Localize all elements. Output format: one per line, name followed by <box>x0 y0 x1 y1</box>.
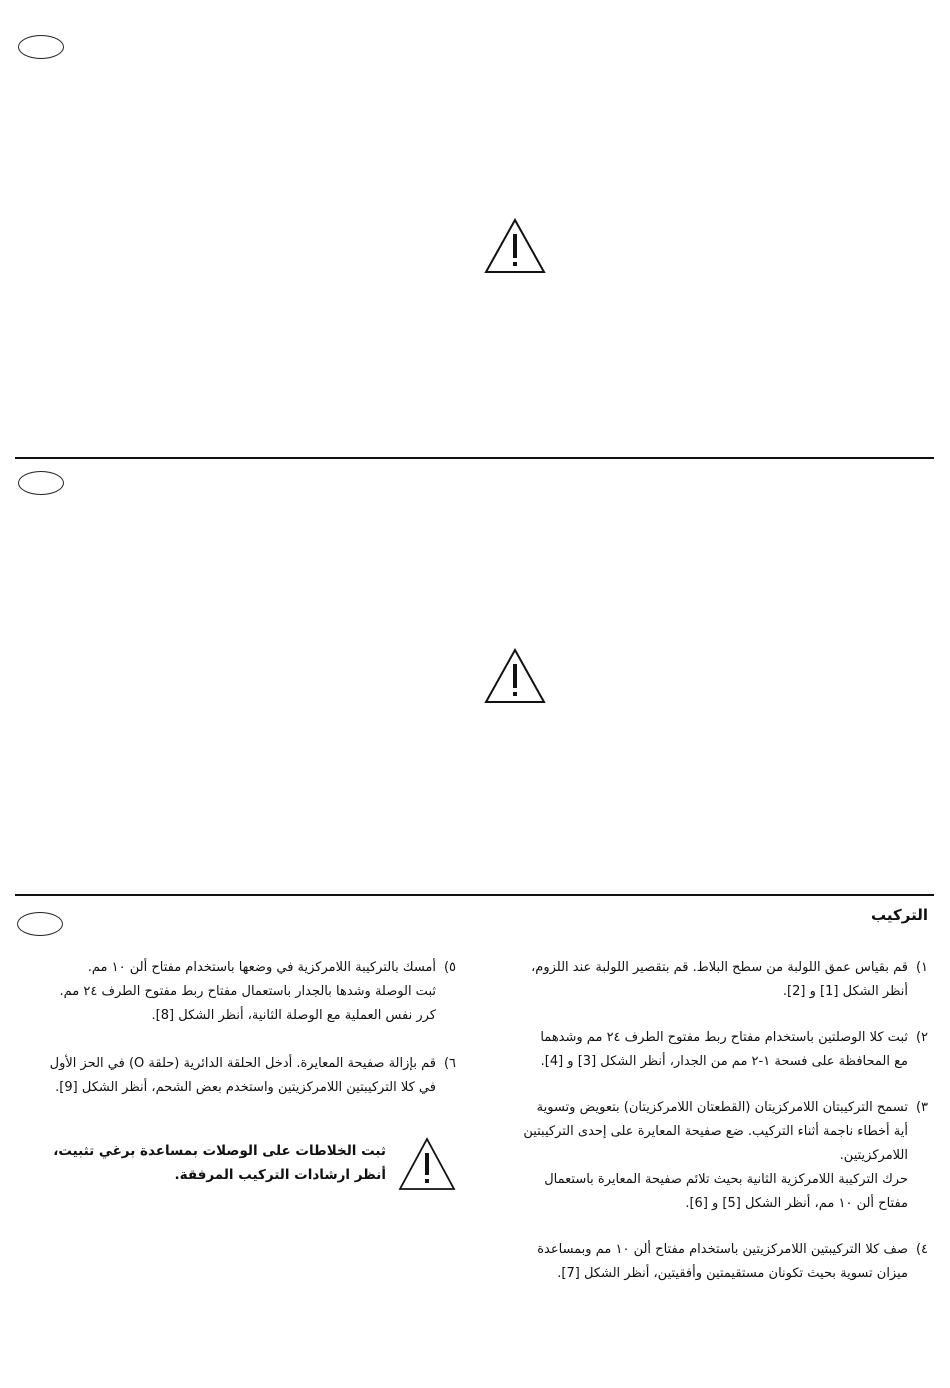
step-text-line: مفتاح ألن ١٠ مم، أنظر الشكل [5] و [6]. <box>685 1196 908 1211</box>
steps-column-right <box>485 956 928 1308</box>
warning-note-text <box>12 1139 386 1187</box>
step-text-line: في كلا التركيبتين اللامركزيتين واستخدم بعض الشحم، أنظر الشكل [9]. <box>55 1080 436 1095</box>
step-text-line: أية أخطاء ناجمة أثناء التركيب. ضع صفيحة المعايرة على إحدى التركيبتين <box>523 1124 908 1139</box>
warning-triangle-icon <box>484 648 546 704</box>
step-item <box>12 1052 456 1100</box>
step-text-line: حرك التركيبة اللامركزية الثانية بحيث تلائم صفيحة المعايرة باستعمال <box>544 1172 908 1187</box>
step-text-line: صف كلا التركيبتين اللامركزيتين باستخدام مفتاح ألن ١٠ مم وبمساعدة <box>537 1242 908 1257</box>
step-number: ٣) <box>915 1100 928 1115</box>
section-divider-1 <box>15 457 934 459</box>
step-number: ٥) <box>443 960 456 975</box>
language-badge-oval-1 <box>18 35 64 59</box>
warning-note-line: أنظر ارشادات التركيب المرفقة. <box>174 1167 386 1183</box>
step-text-line: ميزان تسوية بحيث تكونان مستقيمتين وأفقيتين، أنظر الشكل [7]. <box>557 1266 908 1281</box>
warning-note-line: ثبت الخلاطات على الوصلات بمساعدة برغي تثبيت، <box>53 1143 386 1159</box>
step-text-line: قم بإزالة صفيحة المعايرة. أدخل الحلقة الدائرية (حلقة O) في الحز الأول <box>49 1056 436 1071</box>
language-badge-oval-3 <box>17 912 63 936</box>
section-title: التركيب <box>871 906 928 924</box>
step-item <box>485 1238 928 1286</box>
step-text-line: قم بقياس عمق اللولبة من سطح البلاط. قم بتقصير اللولبة عند اللزوم، <box>531 960 908 975</box>
step-text-line: تسمح التركيبتان اللامركزيتان (القطعتان اللامركزيتان) بتعويض وتسوية <box>536 1100 908 1115</box>
steps-column-left <box>12 956 456 1122</box>
step-text-line: ثبت كلا الوصلتين باستخدام مفتاح ربط مفتوح الطرف ٢٤ مم وشدهما <box>540 1030 908 1045</box>
warning-note <box>12 1137 456 1195</box>
step-number: ٤) <box>915 1242 928 1257</box>
step-text-line: أمسك بالتركيبة اللامركزية في وضعها باستخدام مفتاح ألن ١٠ مم. <box>87 960 436 975</box>
language-badge-oval-2 <box>18 471 64 495</box>
step-text-line: اللامركزيتين. <box>839 1148 908 1163</box>
step-text-line: ثبت الوصلة وشدها بالجدار باستعمال مفتاح ربط مفتوح الطرف ٢٤ مم. <box>59 984 436 999</box>
step-number: ٢) <box>915 1030 928 1045</box>
warning-triangle-icon <box>484 218 546 274</box>
warning-triangle-icon <box>398 1137 456 1195</box>
step-number: ٦) <box>443 1056 456 1071</box>
step-item <box>485 1026 928 1074</box>
step-text-line: أنظر الشكل [1] و [2]. <box>782 984 908 999</box>
step-item <box>485 956 928 1004</box>
step-item <box>485 1096 928 1216</box>
step-text-line: كرر نفس العملية مع الوصلة الثانية، أنظر الشكل [8]. <box>151 1008 436 1023</box>
step-text-line: مع المحافظة على فسحة ١-٢ مم من الجدار، أنظر الشكل [3] و [4]. <box>540 1054 908 1069</box>
step-item <box>12 956 456 1028</box>
section-divider-2 <box>15 894 934 896</box>
step-number: ١) <box>915 960 928 975</box>
